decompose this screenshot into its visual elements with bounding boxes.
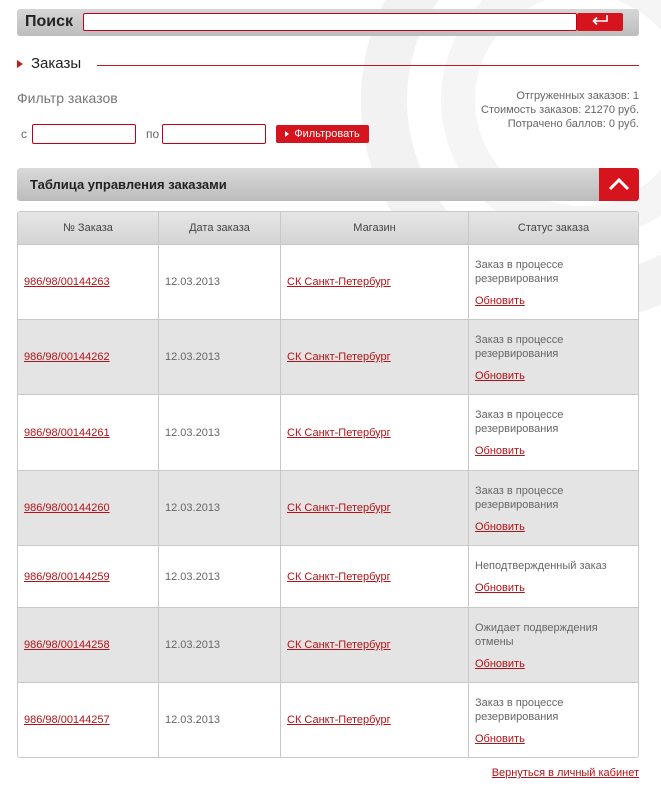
order-number-link[interactable]: 986/98/00144260 [24, 502, 110, 514]
search-bar [17, 9, 639, 36]
store-cell [281, 683, 469, 757]
status-cell [469, 245, 638, 320]
order-number-link[interactable]: 986/98/00144259 [24, 570, 110, 583]
store-cell [281, 320, 469, 395]
date-from-label: с [21, 127, 27, 141]
store-link[interactable]: СК Санкт-Петербург [287, 276, 391, 288]
column-header-store: Магазин [281, 212, 469, 245]
order-date: 12.03.2013 [159, 245, 281, 320]
order-status: Ожидает подверждения отмены [475, 621, 598, 648]
refresh-link[interactable]: Обновить [475, 445, 525, 457]
column-header-date: Дата заказа [159, 212, 281, 245]
column-header-order: № Заказа [18, 212, 159, 245]
order-date: 12.03.2013 [159, 471, 281, 546]
table-row [18, 395, 638, 471]
order-number-cell [18, 320, 159, 395]
play-arrow-icon [285, 131, 289, 137]
back-to-account-link[interactable]: Вернуться в личный кабинет [491, 767, 639, 779]
enter-arrow-icon [590, 14, 610, 26]
order-status: Заказ в процессе резервирования [475, 484, 564, 511]
search-button[interactable] [577, 13, 623, 31]
table-header-row [18, 212, 638, 245]
table-row [18, 608, 638, 683]
store-link[interactable]: СК Санкт-Петербург [287, 426, 391, 439]
store-link[interactable]: СК Санкт-Петербург [287, 351, 391, 363]
date-to-input[interactable] [162, 124, 266, 144]
refresh-link[interactable]: Обновить [475, 294, 525, 307]
status-cell [469, 683, 638, 757]
order-number-cell [18, 245, 159, 320]
stats-shipped: Отгруженных заказов: 1 [516, 90, 639, 102]
table-row [18, 320, 638, 395]
orders-table [17, 211, 639, 758]
order-status: Заказ в процессе резервирования [475, 258, 564, 285]
order-number-cell [18, 683, 159, 757]
orders-panel-header [17, 168, 639, 201]
refresh-link[interactable]: Обновить [475, 582, 525, 594]
refresh-link[interactable]: Обновить [475, 657, 525, 670]
order-date: 12.03.2013 [159, 546, 281, 608]
table-row [18, 471, 638, 546]
section-divider [97, 65, 639, 66]
stats-points: Потрачено баллов: 0 руб. [507, 118, 639, 130]
order-number-link[interactable]: 986/98/00144263 [24, 276, 110, 288]
refresh-link[interactable]: Обновить [475, 520, 525, 533]
bullet-arrow-icon [17, 60, 23, 68]
section-title: Заказы [31, 55, 82, 72]
status-cell [469, 608, 638, 683]
order-number-cell [18, 395, 159, 471]
chevron-up-icon [608, 177, 630, 191]
orders-panel-title: Таблица управления заказами [30, 177, 227, 192]
date-from-input[interactable] [32, 124, 136, 144]
filter-button-label: Фильтровать [294, 128, 360, 140]
status-cell [469, 320, 638, 395]
order-status: Заказ в процессе резервирования [475, 696, 564, 723]
table-row [18, 683, 638, 757]
order-status: Заказ в процессе резервирования [475, 409, 564, 435]
table-row [18, 245, 638, 320]
order-number-cell [18, 608, 159, 683]
stats-cost: Стоимость заказов: 21270 руб. [481, 104, 639, 116]
filter-button[interactable] [276, 125, 369, 143]
store-link[interactable]: СК Санкт-Петербург [287, 502, 391, 514]
store-cell [281, 471, 469, 546]
status-cell [469, 546, 638, 608]
store-link[interactable]: СК Санкт-Петербург [287, 714, 391, 726]
order-number-cell [18, 546, 159, 608]
store-link[interactable]: СК Санкт-Петербург [287, 639, 391, 651]
search-input[interactable] [83, 13, 577, 31]
status-cell [469, 471, 638, 546]
store-cell [281, 546, 469, 608]
order-number-link[interactable]: 986/98/00144261 [24, 426, 110, 439]
collapse-button[interactable] [599, 168, 639, 201]
order-status: Неподтвержденный заказ [475, 560, 607, 572]
order-date: 12.03.2013 [159, 320, 281, 395]
order-date: 12.03.2013 [159, 395, 281, 471]
store-cell [281, 395, 469, 471]
column-header-status: Статус заказа [469, 212, 638, 245]
refresh-link[interactable]: Обновить [475, 732, 525, 745]
order-number-cell [18, 471, 159, 546]
date-to-label: по [146, 127, 160, 141]
order-stats [481, 89, 639, 131]
store-link[interactable]: СК Санкт-Петербург [287, 570, 391, 583]
order-number-link[interactable]: 986/98/00144258 [24, 639, 110, 651]
order-status: Заказ в процессе резервирования [475, 333, 564, 360]
order-date: 12.03.2013 [159, 683, 281, 757]
status-cell [469, 395, 638, 471]
search-label: Поиск [25, 13, 74, 30]
store-cell [281, 245, 469, 320]
order-number-link[interactable]: 986/98/00144257 [24, 714, 110, 726]
order-number-link[interactable]: 986/98/00144262 [24, 351, 110, 363]
store-cell [281, 608, 469, 683]
section-header [17, 55, 639, 75]
order-date: 12.03.2013 [159, 608, 281, 683]
table-row [18, 546, 638, 608]
refresh-link[interactable]: Обновить [475, 369, 525, 382]
filter-title: Фильтр заказов [17, 90, 118, 106]
